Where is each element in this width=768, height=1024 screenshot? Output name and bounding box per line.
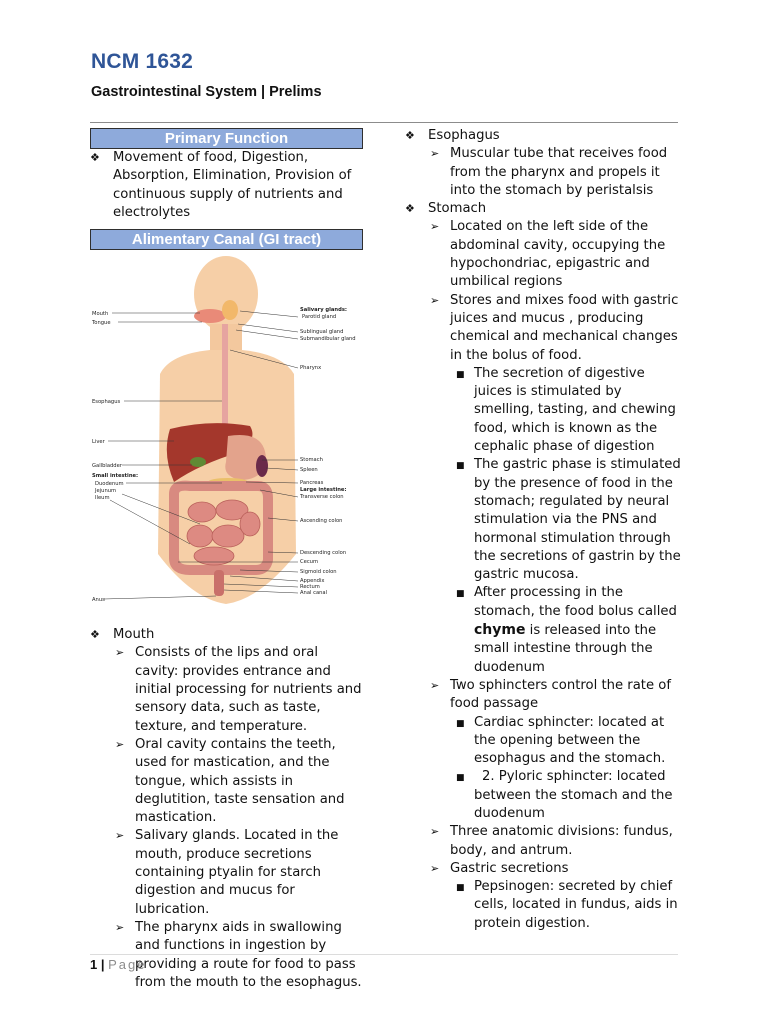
label-large-intestine: Large intestine: xyxy=(300,487,347,494)
digestive-system-illustration xyxy=(90,254,362,618)
diamond-bullet-icon: ❖ xyxy=(90,151,100,164)
square-bullet-icon: ■ xyxy=(456,773,465,784)
diamond-bullet-icon: ❖ xyxy=(90,628,100,642)
square-bullet-icon: ■ xyxy=(456,883,465,894)
label-duodenum: Duodenum xyxy=(95,481,124,488)
label-anus: Anus xyxy=(92,597,105,604)
gastric-phase-text: The gastric phase is stimulated by the presence of food in the stomach; regulated by neural stimulation via the PNS and hormonal stimulation through the secretions of gastrin by the gastric mucosa. xyxy=(474,457,681,583)
label-small-intestine: Small intestine: xyxy=(92,473,139,480)
label-pancreas: Pancreas xyxy=(300,480,324,487)
salivary-gland-shape xyxy=(222,300,238,320)
square-bullet-icon: ■ xyxy=(456,369,465,380)
list-item xyxy=(405,365,685,456)
footer-separator: | xyxy=(100,957,105,972)
arrow-bullet-icon: ➢ xyxy=(115,646,125,660)
mouth-section-title xyxy=(90,626,365,644)
label-mouth: Mouth xyxy=(92,311,109,318)
primary-function-item xyxy=(90,149,365,222)
list-item xyxy=(405,878,685,933)
list-item xyxy=(405,823,685,860)
list-item xyxy=(405,860,685,878)
label-anal-canal: Anal canal xyxy=(300,590,328,597)
label-esophagus: Esophagus xyxy=(92,399,121,406)
label-tongue: Tongue xyxy=(92,320,111,327)
stomach-location-text: Located on the left side of the abdominal cavity, occupying the hypochondriac, epigastric and umbilical regions xyxy=(450,219,666,290)
list-item xyxy=(405,714,685,769)
page-footer xyxy=(90,957,147,972)
arrow-bullet-icon: ➢ xyxy=(430,678,440,692)
label-submandibular: Submandibular gland xyxy=(300,336,356,343)
label-gallbladder: Gallbladder xyxy=(92,463,122,470)
arrow-bullet-icon: ➢ xyxy=(430,861,440,875)
mouth-item-text: The pharynx aids in swallowing and functions in ingestion by providing a route for food to pass from the mouth to the esophagus. xyxy=(135,919,362,990)
document-subtitle: Gastrointestinal System | Prelims xyxy=(91,84,322,100)
arrow-bullet-icon: ➢ xyxy=(430,147,440,161)
list-item xyxy=(90,827,365,918)
sphincters-text: Two sphincters control the rate of food passage xyxy=(450,677,671,712)
list-item xyxy=(90,736,365,827)
cephalic-phase-text: The secretion of digestive juices is stimulated by smelling, tasting, and chewing food, which is known as the cephalic phase of digestion xyxy=(474,365,676,455)
list-item xyxy=(405,456,685,584)
right-column xyxy=(405,127,685,933)
mouth-shape xyxy=(194,309,226,323)
arrow-bullet-icon: ➢ xyxy=(430,825,440,839)
primary-function-text: Movement of food, Digestion, Absorption, Elimination, Provision of continuous supply of nutrients and electrolytes xyxy=(113,150,352,220)
pyloric-sphincter-text: 2. Pyloric sphincter: located between the stomach and the duodenum xyxy=(474,769,673,821)
rectum-shape xyxy=(214,570,224,596)
label-pharynx: Pharynx xyxy=(300,365,322,372)
mouth-item-text: Consists of the lips and oral cavity: provides entrance and initial processing for nutrients and sensory data, such as taste, texture, and temperature. xyxy=(135,645,362,734)
label-descending-colon: Descending colon xyxy=(300,550,347,557)
footer-divider xyxy=(90,954,678,955)
label-salivary-glands: Salivary glands: xyxy=(300,307,347,314)
label-rectum: Rectum xyxy=(300,584,320,591)
list-item xyxy=(405,218,685,291)
list-item xyxy=(405,584,685,676)
header-divider xyxy=(90,122,678,123)
label-cecum: Cecum xyxy=(300,559,319,566)
label-sublingual: Sublingual gland xyxy=(300,329,344,336)
stomach-section-title xyxy=(405,200,685,218)
label-ileum: Ileum xyxy=(95,495,110,502)
arrow-bullet-icon: ➢ xyxy=(115,829,125,843)
document-title: NCM 1632 xyxy=(91,50,193,73)
spleen-shape xyxy=(256,455,268,477)
gallbladder-shape xyxy=(190,457,206,467)
label-stomach: Stomach xyxy=(300,457,323,464)
stomach-store-text: Stores and mixes food with gastric juices and mucus , producing chemical and mechanical changes in the bolus of food. xyxy=(450,292,679,363)
label-liver: Liver xyxy=(92,439,105,446)
alimentary-canal-heading: Alimentary Canal (GI tract) xyxy=(90,229,363,250)
page-number: 1 xyxy=(90,957,98,972)
chyme-term: chyme xyxy=(474,622,526,639)
label-spleen: Spleen xyxy=(300,467,318,474)
gastric-secretions-text: Gastric secretions xyxy=(450,860,569,876)
cardiac-sphincter-text: Cardiac sphincter: located at the opening between the esophagus and the stomach. xyxy=(474,714,666,767)
esophagus-shape xyxy=(222,324,228,434)
list-item xyxy=(405,677,685,714)
arrow-bullet-icon: ➢ xyxy=(430,220,440,234)
esophagus-item-text: Muscular tube that receives food from the pharynx and propels it into the stomach by peristalsis xyxy=(450,146,668,198)
square-bullet-icon: ■ xyxy=(456,718,465,729)
square-bullet-icon: ■ xyxy=(456,589,465,600)
label-jejunum: Jejunum xyxy=(95,488,117,495)
label-sigmoid-colon: Sigmoid colon xyxy=(300,569,337,576)
chyme-text: After processing in the stomach, the food bolus called chyme is released into the small intestine through the duodenum xyxy=(474,585,677,675)
arrow-bullet-icon: ➢ xyxy=(115,920,125,934)
esophagus-section-title xyxy=(405,127,685,145)
mouth-item-text: Salivary glands. Located in the mouth, produce secretions containing ptyalin for starch digestion and mucus for lubrication. xyxy=(135,828,339,917)
diamond-bullet-icon: ❖ xyxy=(405,129,415,142)
list-item xyxy=(90,644,365,735)
digestive-system-diagram xyxy=(90,254,362,618)
stomach-title-text: Stomach xyxy=(428,201,487,217)
list-item xyxy=(405,145,685,200)
mouth-item-text: Oral cavity contains the teeth, used for mastication, and the tongue, which assists in deglutition, taste sensation and mastication. xyxy=(135,736,345,826)
diamond-bullet-icon: ❖ xyxy=(405,202,415,216)
label-appendix: Appendix xyxy=(300,578,325,585)
mouth-title-text: Mouth xyxy=(113,627,155,643)
label-ascending-colon: Ascending colon xyxy=(300,518,343,525)
pepsinogen-text: Pepsinogen: secreted by chief cells, located in fundus, aids in protein digestion. xyxy=(474,879,678,931)
square-bullet-icon: ■ xyxy=(456,461,465,472)
arrow-bullet-icon: ➢ xyxy=(115,737,125,751)
label-parotid: Parotid gland xyxy=(302,314,337,321)
list-item xyxy=(405,292,685,365)
left-column xyxy=(90,128,365,992)
page-word: Page xyxy=(108,957,147,972)
label-transverse-colon: Transverse colon xyxy=(300,494,344,501)
esophagus-title-text: Esophagus xyxy=(428,128,500,143)
list-item xyxy=(90,919,365,992)
arrow-bullet-icon: ➢ xyxy=(430,293,440,307)
anatomic-divisions-text: Three anatomic divisions: fundus, body, and antrum. xyxy=(450,824,673,858)
primary-function-heading: Primary Function xyxy=(90,128,363,149)
list-item xyxy=(405,768,685,823)
